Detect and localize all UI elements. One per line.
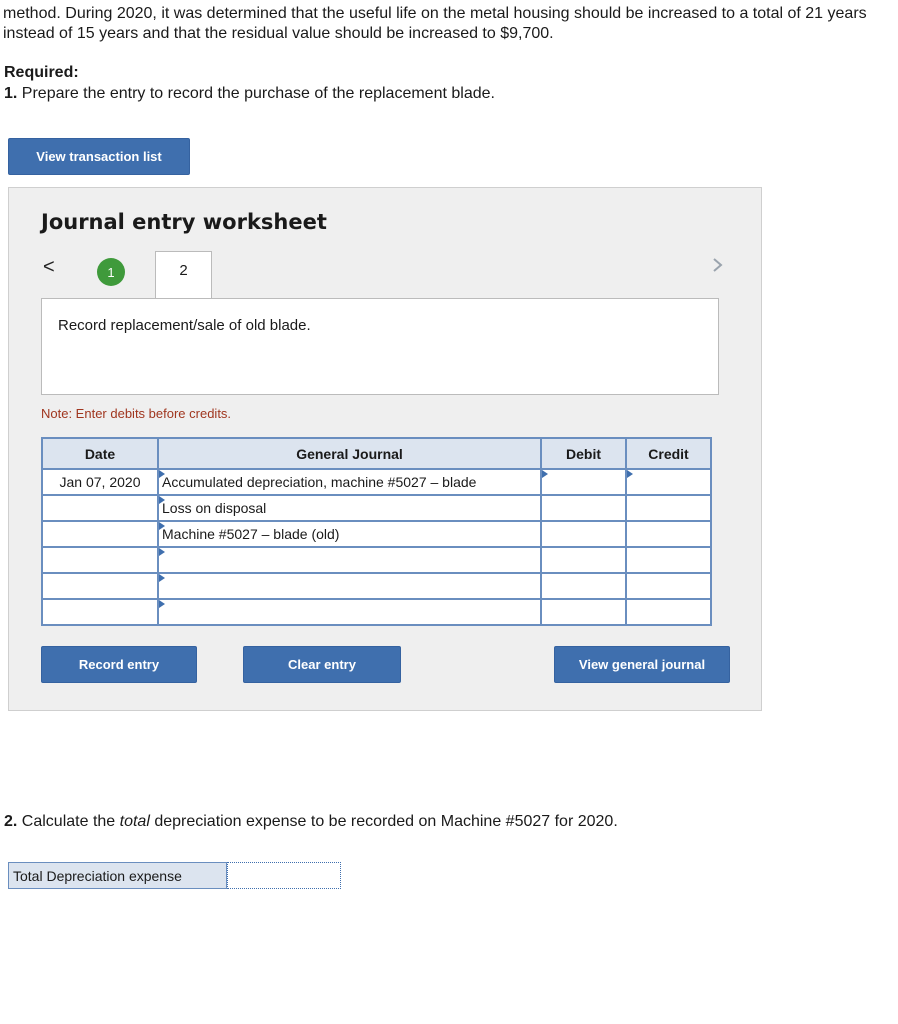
account-value: Loss on disposal <box>162 500 267 516</box>
account-dropdown[interactable] <box>158 469 541 495</box>
journal-row <box>42 495 711 521</box>
step-1-completed-tab[interactable]: 1 <box>97 258 125 286</box>
date-cell <box>42 521 158 547</box>
journal-entry-worksheet-panel <box>8 187 762 711</box>
column-header-credit: Credit <box>626 438 711 469</box>
dropdown-arrow-icon <box>159 574 165 582</box>
column-header-date: Date <box>42 438 158 469</box>
entry-note: Note: Enter debits before credits. <box>41 406 232 421</box>
dropdown-arrow-icon <box>159 522 165 530</box>
journal-row <box>42 573 711 599</box>
question-2-emphasis: total <box>119 813 150 830</box>
dropdown-arrow-icon <box>159 470 165 478</box>
dropdown-arrow-icon <box>627 470 633 478</box>
problem-intro-text: method. During 2020, it was determined that the useful life on the metal housing should be increased to a total of 21 years instead of 15 years and that the residual value should be increased to $9,700. <box>3 5 867 42</box>
debit-input[interactable] <box>541 599 626 625</box>
next-step-chevron-icon[interactable] <box>711 258 725 272</box>
total-depreciation-label: Total Depreciation expense <box>8 862 227 889</box>
dropdown-arrow-icon <box>542 470 548 478</box>
credit-input[interactable] <box>626 521 711 547</box>
date-cell <box>42 599 158 625</box>
account-value: Machine #5027 – blade (old) <box>162 526 340 542</box>
journal-row <box>42 469 711 495</box>
account-dropdown[interactable] <box>158 547 541 573</box>
view-transaction-list-button[interactable]: View transaction list <box>8 138 190 175</box>
credit-input[interactable] <box>626 495 711 521</box>
column-header-general-journal: General Journal <box>158 438 541 469</box>
question-2-text <box>4 813 618 831</box>
date-cell <box>42 495 158 521</box>
required-heading: Required: <box>4 64 79 81</box>
general-journal-table <box>41 437 712 626</box>
account-dropdown[interactable] <box>158 573 541 599</box>
date-cell <box>42 573 158 599</box>
previous-step-chevron-icon[interactable]: < <box>43 256 55 278</box>
debit-input[interactable] <box>541 573 626 599</box>
journal-row <box>42 521 711 547</box>
credit-input[interactable] <box>626 547 711 573</box>
question-2-text-after: depreciation expense to be recorded on Machine #5027 for 2020. <box>149 813 618 830</box>
clear-entry-button[interactable]: Clear entry <box>243 646 401 683</box>
account-dropdown[interactable] <box>158 599 541 625</box>
journal-row <box>42 547 711 573</box>
question-2-number: 2. <box>4 813 18 830</box>
date-cell: Jan 07, 2020 <box>42 469 158 495</box>
step-2-active-tab[interactable]: 2 <box>155 251 212 299</box>
required-item-text: Prepare the entry to record the purchase of the replacement blade. <box>17 85 495 102</box>
account-dropdown[interactable] <box>158 495 541 521</box>
dropdown-arrow-icon <box>159 600 165 608</box>
debit-input[interactable] <box>541 469 626 495</box>
credit-input[interactable] <box>626 599 711 625</box>
account-value: Accumulated depreciation, machine #5027 – blade <box>162 474 477 490</box>
worksheet-title: Journal entry worksheet <box>41 210 327 234</box>
view-general-journal-button[interactable]: View general journal <box>554 646 730 683</box>
credit-input[interactable] <box>626 573 711 599</box>
column-header-debit: Debit <box>541 438 626 469</box>
entry-description-box <box>41 298 719 395</box>
question-2-text-before: Calculate the <box>17 813 120 830</box>
record-entry-button[interactable]: Record entry <box>41 646 197 683</box>
total-depreciation-input[interactable] <box>227 862 341 889</box>
debit-input[interactable] <box>541 547 626 573</box>
dropdown-arrow-icon <box>159 548 165 556</box>
debit-input[interactable] <box>541 495 626 521</box>
journal-row <box>42 599 711 625</box>
date-cell <box>42 547 158 573</box>
debit-input[interactable] <box>541 521 626 547</box>
entry-description-text: Record replacement/sale of old blade. <box>58 317 311 334</box>
required-item-1 <box>4 85 495 103</box>
account-dropdown[interactable] <box>158 521 541 547</box>
dropdown-arrow-icon <box>159 496 165 504</box>
credit-input[interactable] <box>626 469 711 495</box>
required-item-number: 1. <box>4 85 18 102</box>
